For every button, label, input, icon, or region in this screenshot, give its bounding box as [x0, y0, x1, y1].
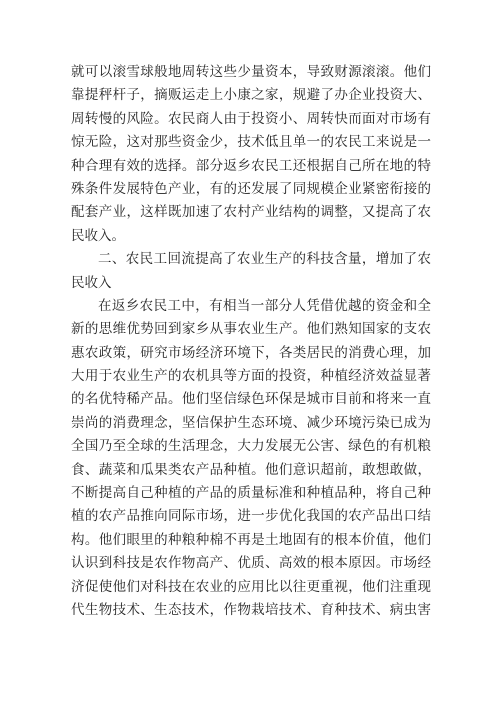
text-line: 民收入。 [71, 227, 125, 244]
text-line: 认识到科技是农作物高产、优质、高效的根本原因。市场经 [71, 555, 431, 572]
text-line: 构。他们眼里的种粮种棉不再是土地固有的根本价值，他们 [71, 531, 431, 548]
text-line: 崇尚的消费理念，坚信保护生态环境、减少环境污染已成为 [71, 414, 431, 431]
text-line: 济促使他们对科技在农业的应用比以往更重视，他们注重现 [71, 578, 431, 595]
heading-line: 二、农民工回流提高了农业生产的科技含量，增加了农 [98, 251, 431, 268]
text-line: 配套产业，这样既加速了农村产业结构的调整，又提高了农 [71, 204, 431, 221]
text-line: 代生物技术、生态技术，作物栽培技术、育种技术、病虫害 [71, 601, 431, 618]
text-line: 周转慢的风险。农民商人由于投资小、周转快而面对市场有 [71, 110, 431, 127]
text-line: 植的农产品推向同际市场，进一步优化我国的农产品出口结 [71, 508, 431, 525]
text-line: 殊条件发展特色产业，有的还发展了同规模企业紧密衔接的 [71, 180, 431, 197]
text-line: 在返乡农民工中，有相当一部分人凭借优越的资金和全 [98, 297, 431, 314]
section-heading [71, 248, 431, 295]
text-line: 惠农政策，研究市场经济环境下，各类居民的消费心理，加 [71, 344, 431, 361]
text-line: 全国乃至全球的生活理念，大力发展无公害、绿色的有机粮 [71, 438, 431, 455]
text-line: 大用于农业生产的农机具等方面的投资，种植经济效益显著 [71, 368, 431, 385]
text-line: 惊无险，这对那些资金少，技术低且单一的农民工来说是一 [71, 134, 431, 151]
text-line: 靠提秤杆子，摘贩运走上小康之家，规避了办企业投资大、 [71, 87, 431, 104]
heading-line: 民收入 [71, 274, 112, 291]
text-line: 新的思维优势回到家乡从事农业生产。他们熟知国家的支农 [71, 321, 431, 338]
document-body [71, 61, 431, 622]
paragraph [71, 61, 431, 248]
text-line: 食、蔬菜和瓜果类农产品种植。他们意识超前，敢想敢做， [71, 461, 431, 478]
text-line: 不断提高自己种植的产品的质量标准和种植品种，将自己种 [71, 485, 431, 502]
text-line: 就可以滚雪球般地周转这些少量资本，导致财源滚滚。他们 [71, 64, 431, 80]
text-line: 的名优特稀产品。他们坚信绿色环保是城市目前和将来一直 [71, 391, 431, 408]
paragraph [71, 295, 431, 622]
text-line: 种合理有效的选择。部分返乡农民工还根据自己所在地的特 [71, 157, 431, 174]
